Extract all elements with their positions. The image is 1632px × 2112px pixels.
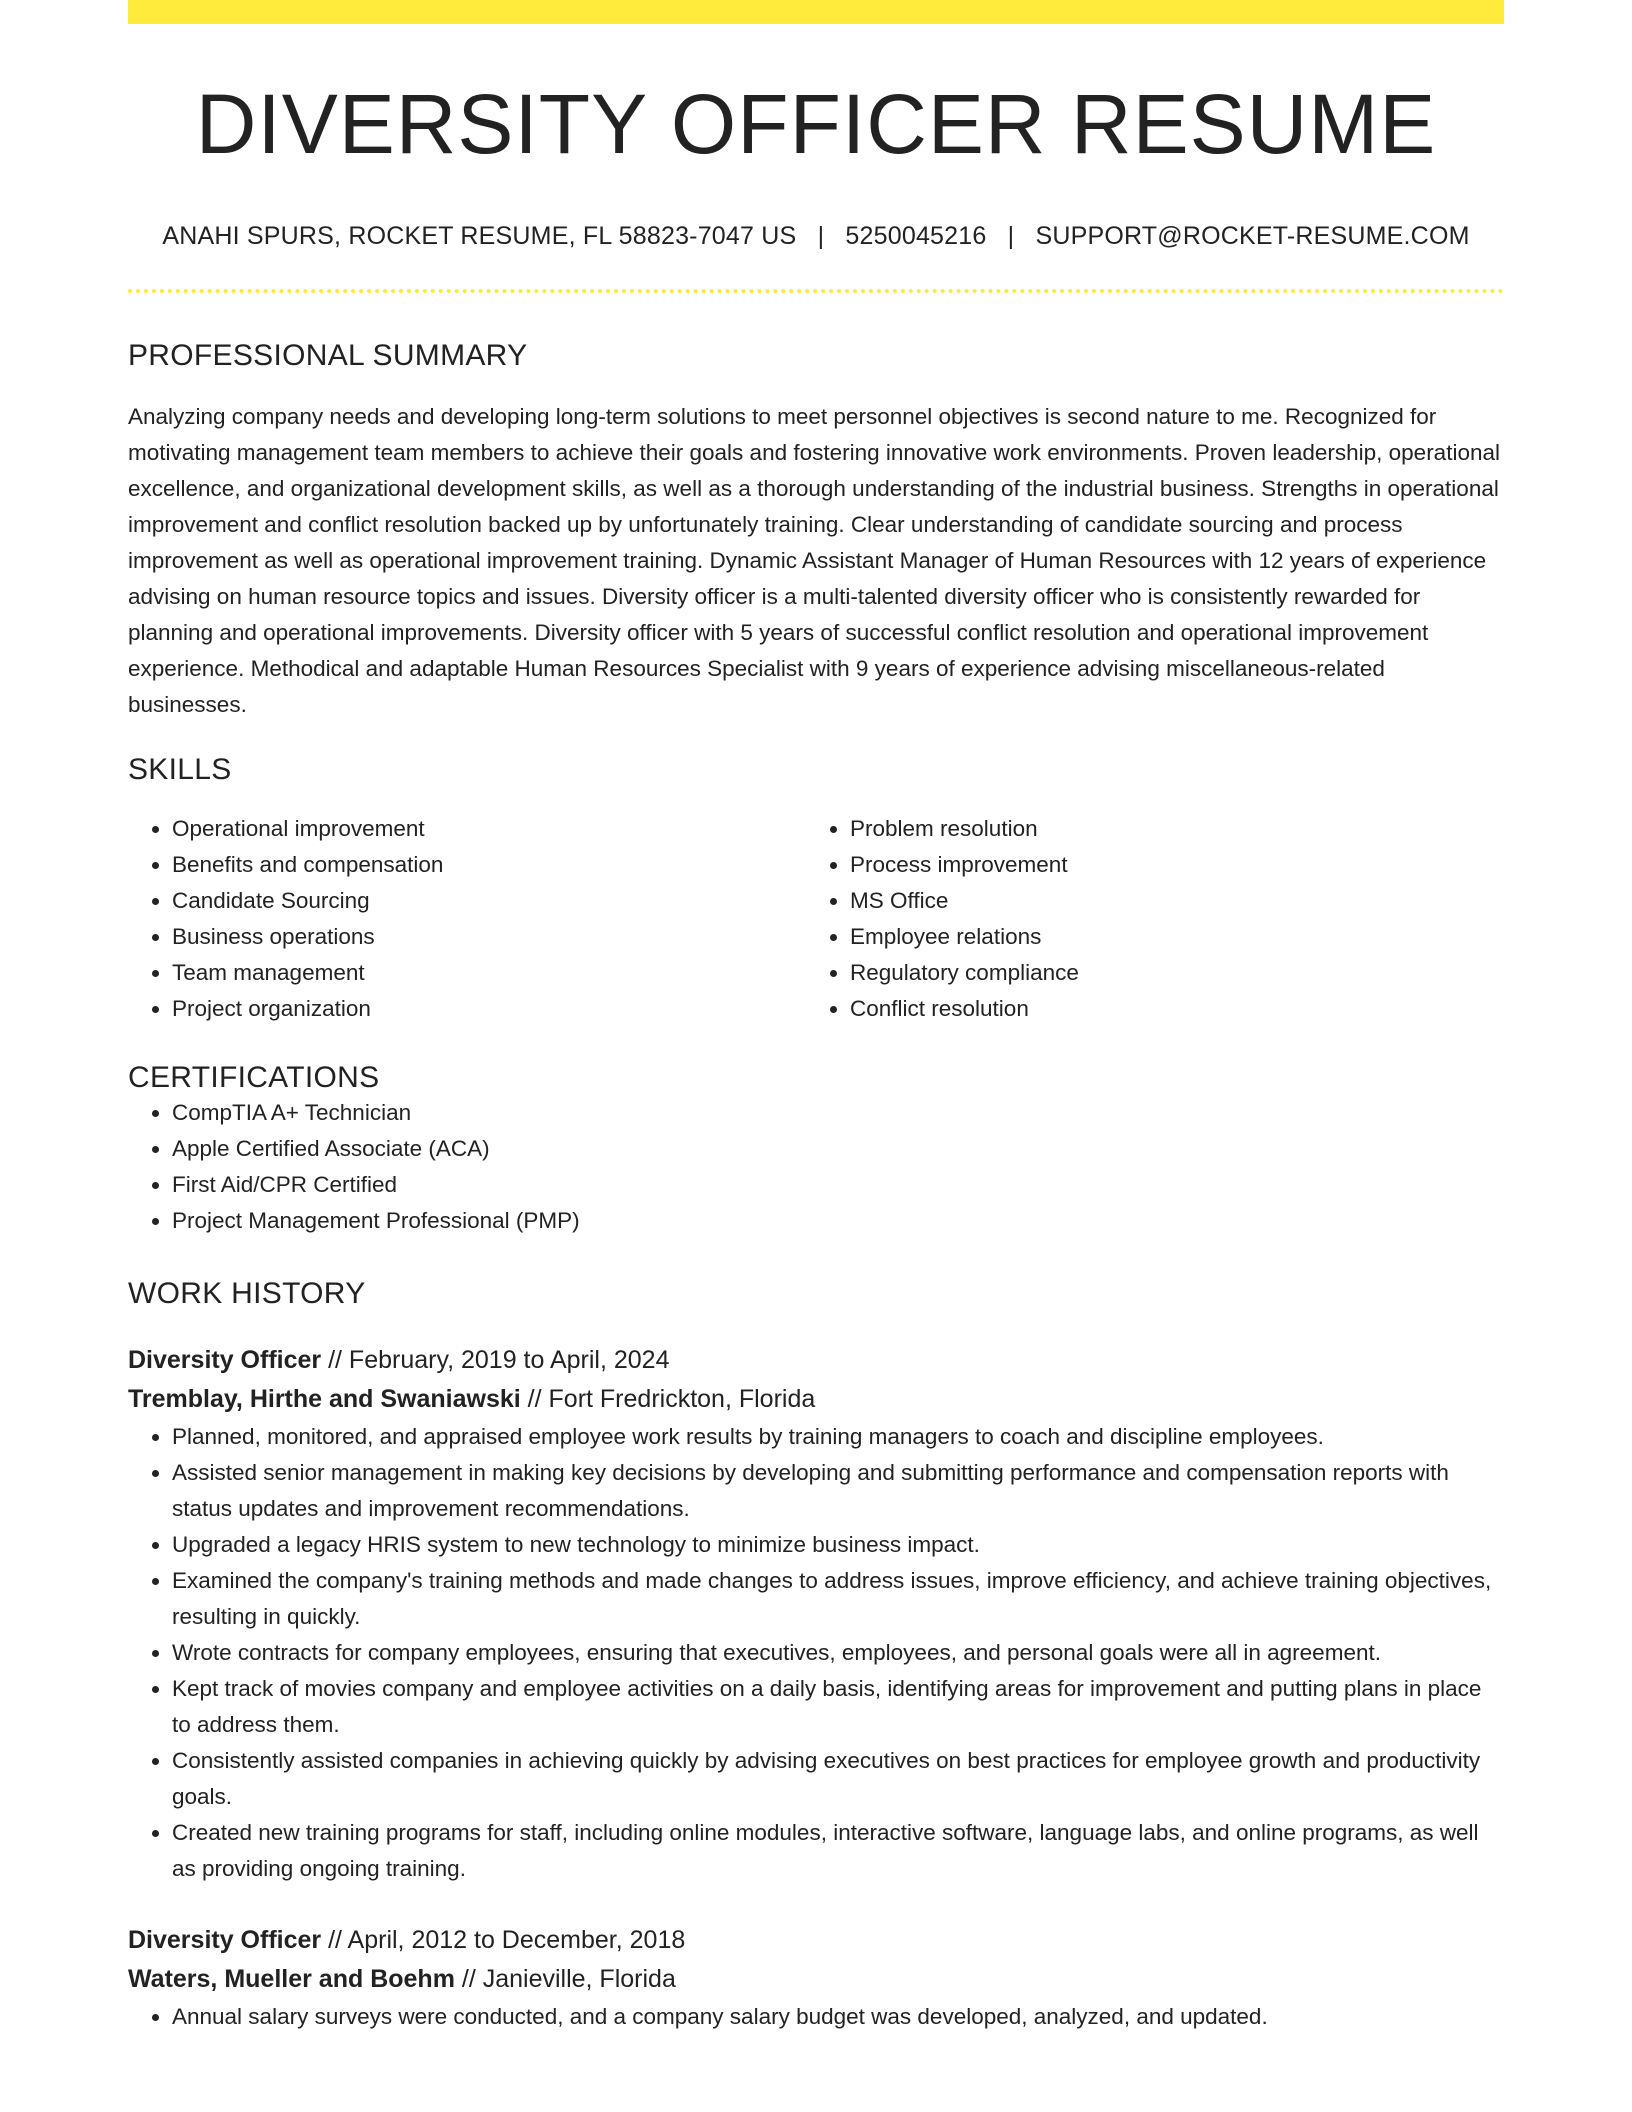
certification-item: • First Aid/CPR Certified	[172, 1167, 1504, 1203]
job-title-line	[128, 1341, 1504, 1380]
accent-top-bar	[128, 0, 1504, 24]
certification-item: • Apple Certified Associate (ACA)	[172, 1131, 1504, 1167]
skill-item: • MS Office	[850, 883, 1484, 919]
job-bullet: • Kept track of movies company and employee activities on a daily basis, identifying areas for improvement and putting plans in place to address them.	[172, 1671, 1504, 1743]
job-company: Waters, Mueller and Boehm	[128, 1965, 455, 1993]
job-title: Diversity Officer	[128, 1926, 322, 1954]
contact-separator: |	[817, 222, 825, 250]
job-bullet: • Planned, monitored, and appraised employee work results by training managers to coach and discipline employees.	[172, 1419, 1504, 1455]
job-location: // Janieville, Florida	[454, 1965, 676, 1993]
job-bullet-list	[128, 1419, 1504, 1887]
skill-item: • Employee relations	[850, 919, 1484, 955]
skills-column-right	[806, 811, 1484, 1027]
job-company-line	[128, 1380, 1504, 1419]
summary-heading: PROFESSIONAL SUMMARY	[128, 339, 528, 372]
certification-item: • CompTIA A+ Technician	[172, 1095, 1504, 1131]
resume-title: DIVERSITY OFFICER RESUME	[195, 77, 1437, 171]
skill-item: • Project organization	[172, 991, 806, 1027]
job-bullet: • Upgraded a legacy HRIS system to new technology to minimize business impact.	[172, 1527, 1504, 1563]
job-bullet-list	[128, 1999, 1504, 2035]
skill-item: • Benefits and compensation	[172, 847, 806, 883]
certifications-heading: CERTIFICATIONS	[128, 1061, 380, 1094]
skills-column-left	[128, 811, 806, 1027]
job-bullet: • Consistently assisted companies in achieving quickly by advising executives on best practices for employee growth and productivity goals.	[172, 1743, 1504, 1815]
skills-list-right	[806, 811, 1484, 1027]
dotted-divider	[128, 289, 1504, 293]
skill-item: • Conflict resolution	[850, 991, 1484, 1027]
certification-item: • Project Management Professional (PMP)	[172, 1203, 1504, 1239]
job-title-line	[128, 1921, 1504, 1960]
job-title: Diversity Officer	[128, 1346, 322, 1374]
job-bullet: • Assisted senior management in making key decisions by developing and submitting performance and compensation reports with status updates and improvement recommendations.	[172, 1455, 1504, 1527]
contact-separator: |	[1007, 222, 1015, 250]
job-company-line	[128, 1960, 1504, 1999]
job-bullet: • Created new training programs for staff, including online modules, interactive software, language labs, and online programs, as well as providing ongoing training.	[172, 1815, 1504, 1887]
job-entry	[128, 1341, 1504, 1887]
work-history-heading: WORK HISTORY	[128, 1277, 366, 1310]
job-dates: // April, 2012 to December, 2018	[321, 1926, 686, 1954]
skills-grid	[128, 811, 1504, 1027]
job-bullet: • Wrote contracts for company employees, ensuring that executives, employees, and personal goals were all in agreement.	[172, 1635, 1504, 1671]
skill-item: • Problem resolution	[850, 811, 1484, 847]
skill-item: • Team management	[172, 955, 806, 991]
job-company: Tremblay, Hirthe and Swaniawski	[128, 1385, 521, 1413]
skill-item: • Candidate Sourcing	[172, 883, 806, 919]
resume-page	[128, 0, 1504, 2035]
job-dates: // February, 2019 to April, 2024	[321, 1346, 670, 1374]
job-entry	[128, 1921, 1504, 2035]
skills-list-left	[128, 811, 806, 1027]
contact-line	[128, 222, 1504, 251]
contact-phone: 5250045216	[845, 222, 987, 250]
job-bullet: • Examined the company's training methods and made changes to address issues, improve efficiency, and achieve training objectives, resulting in quickly.	[172, 1563, 1504, 1635]
contact-email: SUPPORT@ROCKET-RESUME.COM	[1035, 222, 1470, 250]
job-bullet: • Annual salary surveys were conducted, and a company salary budget was developed, analyzed, and updated.	[172, 1999, 1504, 2035]
skill-item: • Operational improvement	[172, 811, 806, 847]
summary-text: Analyzing company needs and developing long-term solutions to meet personnel objectives is second nature to me. Recognized for motivating management team members to achieve their goals and fostering innovative work environments. Proven leadership, operational excellence, and organizational development skills, as well as a thorough understanding of the industrial business. Strengths in operational improvement and conflict resolution backed up by unfortunately training. Clear understanding of candidate sourcing and process improvement as well as operational improvement training. Dynamic Assistant Manager of Human Resources with 12 years of experience advising on human resource topics and issues. Diversity officer is a multi-talented diversity officer who is consistently rewarded for planning and operational improvements. Diversity officer with 5 years of successful conflict resolution and operational improvement experience. Methodical and adaptable Human Resources Specialist with 9 years of experience advising miscellaneous-related businesses.	[128, 404, 1500, 717]
skills-heading: SKILLS	[128, 753, 232, 786]
certifications-list	[128, 1095, 1504, 1239]
skill-item: • Business operations	[172, 919, 806, 955]
contact-address: ANAHI SPURS, ROCKET RESUME, FL 58823-7047 US	[162, 222, 797, 250]
job-location: // Fort Fredrickton, Florida	[520, 1385, 816, 1413]
skill-item: • Regulatory compliance	[850, 955, 1484, 991]
skill-item: • Process improvement	[850, 847, 1484, 883]
